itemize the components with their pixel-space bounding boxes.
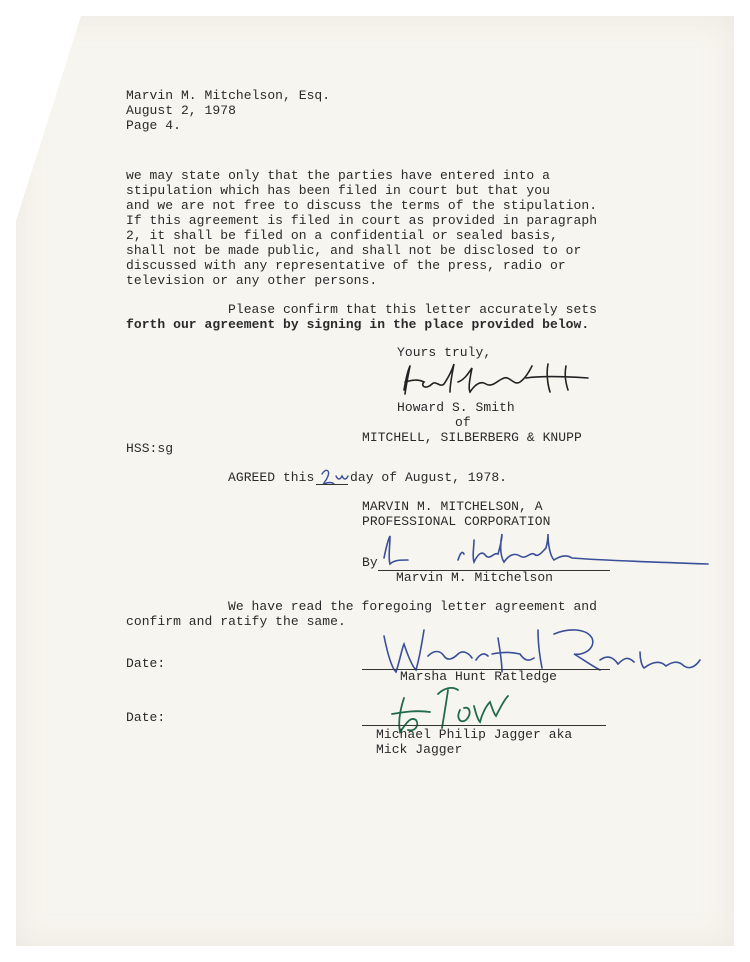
corp-line-1: MARVIN M. MITCHELSON, A <box>362 499 543 514</box>
by-name: Marvin M. Mitchelson <box>396 570 554 585</box>
typist-initials: HSS:sg <box>126 441 174 456</box>
date-label: Date: <box>126 656 166 671</box>
signature-marvin-mitchelson <box>378 530 714 574</box>
body-line: shall not be made public, and shall not be disclosed to or <box>126 243 582 258</box>
body-line: stipulation which has been filed in court but that you <box>126 183 550 198</box>
body-line: 2, it shall be filed on a confidential or sealed basis, <box>126 228 558 243</box>
body-line: forth our agreement by signing in the place provided below. <box>126 317 590 332</box>
signer-marsha-name: Marsha Hunt Ratledge <box>400 669 558 684</box>
recipient-line: Marvin M. Mitchelson, Esq. <box>126 88 331 103</box>
letter-date: August 2, 1978 <box>126 103 236 118</box>
page-number: Page 4. <box>126 118 181 133</box>
body-line: discussed with any representative of the press, radio or <box>126 258 566 273</box>
signer-jagger-alias: Mick Jagger <box>376 742 463 757</box>
signature-howard-smith <box>398 360 608 400</box>
agreed-suffix: day of August, 1978. <box>350 470 508 485</box>
body-line: and we are not free to discuss the terms of the stipulation. <box>126 198 598 213</box>
date-label: Date: <box>126 710 166 725</box>
body-line: If this agreement is filed in court as provided in paragraph <box>126 213 598 228</box>
signer-firm: MITCHELL, SILBERBERG & KNUPP <box>362 430 582 445</box>
body-line: we may state only that the parties have entered into a <box>126 168 550 183</box>
ratify-line: We have read the foregoing letter agreement and <box>228 599 598 614</box>
body-line: Please confirm that this letter accurately sets <box>228 302 598 317</box>
signer-of: of <box>455 415 471 430</box>
by-label: By <box>362 555 378 570</box>
signer-jagger-name: Michael Philip Jagger aka <box>376 727 573 742</box>
signer-name: Howard S. Smith <box>397 400 515 415</box>
day-underline <box>316 484 348 485</box>
closing-salutation: Yours truly, <box>397 345 492 360</box>
body-line: television or any other persons. <box>126 273 378 288</box>
ratify-line: confirm and ratify the same. <box>126 614 346 629</box>
corp-line-2: PROFESSIONAL CORPORATION <box>362 514 551 529</box>
signature-line-2 <box>362 725 606 726</box>
agreed-prefix: AGREED this <box>228 470 315 485</box>
